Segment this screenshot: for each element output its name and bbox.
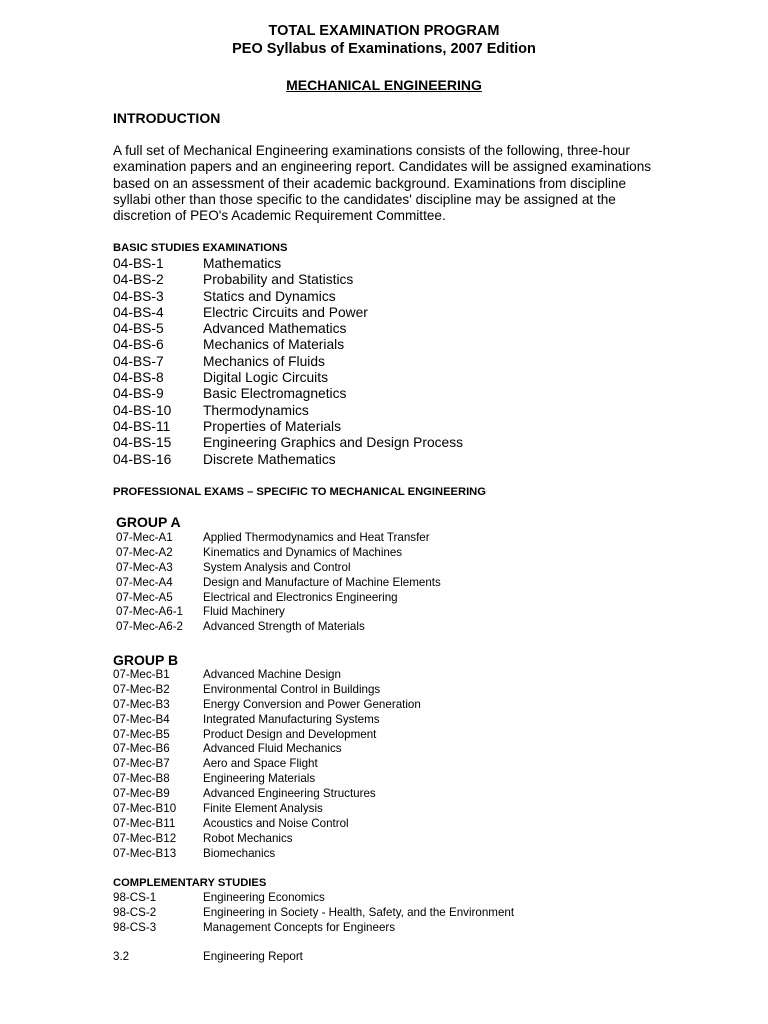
complementary-studies-heading: COMPLEMENTARY STUDIES [113,877,267,889]
group-b-item [113,787,613,802]
complementary-studies-item [113,891,633,906]
basic-studies-item [113,337,613,353]
exam-code: 07-Mec-A6-2 [116,620,184,634]
discipline-heading-text: MECHANICAL ENGINEERING [286,77,482,93]
exam-name: Properties of Materials [203,418,342,434]
complementary-studies-item [113,906,633,921]
exam-code: 04-BS-4 [113,304,164,320]
exam-name: Engineering Materials [203,772,316,786]
exam-code: 04-BS-2 [113,272,164,288]
exam-name: Advanced Fluid Mechanics [203,742,342,756]
exam-code: 04-BS-16 [113,451,172,467]
exam-name: Engineering in Society - Health, Safety, and the Environment [203,905,515,919]
exam-name: Digital Logic Circuits [203,370,328,386]
complementary-studies-list [113,891,633,936]
group-a-item [116,561,616,576]
group-b-item [113,817,613,832]
basic-studies-item [113,435,613,451]
basic-studies-item [113,289,613,305]
exam-name: Kinematics and Dynamics of Machines [203,545,403,559]
exam-name: Energy Conversion and Power Generation [203,697,421,711]
group-b-item [113,683,613,698]
basic-studies-item [113,452,613,468]
group-a-item [116,531,616,546]
exam-name: Mechanics of Materials [203,337,345,353]
exam-name: Basic Electromagnetics [203,386,347,402]
exam-code: 07-Mec-A5 [116,590,173,604]
exam-code: 04-BS-9 [113,386,164,402]
exam-code: 07-Mec-B7 [113,757,170,771]
discipline-heading [0,77,768,93]
complementary-studies-item [113,921,633,936]
basic-studies-item [113,354,613,370]
exam-name: Aero and Space Flight [203,757,318,771]
exam-code: 07-Mec-A1 [116,531,173,544]
exam-code: 07-Mec-B5 [113,727,170,741]
exam-name: Finite Element Analysis [203,802,323,816]
exam-name: Advanced Engineering Structures [203,787,376,801]
exam-name: Electrical and Electronics Engineering [203,590,398,604]
exam-code: 98-CS-1 [113,891,157,904]
exam-name: System Analysis and Control [203,560,351,574]
exam-code: 04-BS-7 [113,353,164,369]
exam-code: 07-Mec-B11 [113,816,176,830]
group-b-list [113,668,613,862]
exam-code: 04-BS-11 [113,418,171,434]
exam-code: 07-Mec-B8 [113,772,170,786]
exam-code: 04-BS-3 [113,288,164,304]
exam-code: 07-Mec-A2 [116,545,173,559]
exam-code: 04-BS-1 [113,256,164,271]
group-b-item [113,832,613,847]
group-b-item [113,847,613,862]
group-a-item [116,591,616,606]
exam-code: 04-BS-6 [113,337,164,353]
group-a-item [116,576,616,591]
exam-code: 04-BS-15 [113,435,172,451]
exam-name: Mechanics of Fluids [203,353,325,369]
basic-studies-item [113,386,613,402]
exam-code: 07-Mec-B12 [113,831,177,845]
exam-name: Biomechanics [203,846,276,860]
exam-code: 04-BS-5 [113,321,164,337]
exam-code: 07-Mec-B4 [113,712,170,726]
exam-code: 07-Mec-A6-1 [116,605,184,619]
introduction-heading: INTRODUCTION [113,110,221,126]
group-a-item [116,620,616,635]
exam-code: 98-CS-2 [113,905,157,919]
report-code: 3.2 [113,950,130,963]
basic-studies-list [113,256,613,468]
basic-studies-item [113,370,613,386]
group-b-item [113,757,613,772]
exam-code: 98-CS-3 [113,920,157,934]
exam-name: Environmental Control in Buildings [203,682,381,696]
group-a-item [116,546,616,561]
exam-name: Electric Circuits and Power [203,304,368,320]
exam-name: Statics and Dynamics [203,288,336,304]
exam-name: Integrated Manufacturing Systems [203,712,380,726]
group-b-item [113,802,613,817]
group-b-item [113,698,613,713]
exam-code: 07-Mec-A4 [116,575,173,589]
exam-code: 07-Mec-B3 [113,697,170,711]
basic-studies-heading: BASIC STUDIES EXAMINATIONS [113,242,288,254]
exam-name: Advanced Machine Design [203,668,341,681]
group-b-item [113,772,613,787]
exam-name: Fluid Machinery [203,605,285,619]
exam-name: Design and Manufacture of Machine Elements [203,575,441,589]
professional-exams-heading: PROFESSIONAL EXAMS – SPECIFIC TO MECHANICAL ENGINEERING [113,486,486,498]
exam-name: Probability and Statistics [203,272,354,288]
basic-studies-item [113,403,613,419]
introduction-paragraph: A full set of Mechanical Engineering examinations consists of the following, three-hour examination papers and an engineering report. Candidates will be assigned examinations based on an assessment of their academic background. Examinations from discipline syllabi other than those specific to the candidates' discipline may be assigned at the discretion of PEO's Academic Requirement Committee. [113,143,652,224]
basic-studies-item [113,321,613,337]
exam-code: 07-Mec-B9 [113,787,170,801]
group-a-list [116,531,616,635]
exam-code: 04-BS-8 [113,370,164,386]
document-subtitle: PEO Syllabus of Examinations, 2007 Edition [232,41,536,57]
group-b-item [113,728,613,743]
document-title: TOTAL EXAMINATION PROGRAM [268,23,500,39]
group-b-item [113,742,613,757]
exam-name: Advanced Strength of Materials [203,620,365,634]
engineering-report-row [113,950,303,963]
exam-code: 07-Mec-B13 [113,846,177,860]
exam-code: 07-Mec-B2 [113,682,170,696]
basic-studies-item [113,272,613,288]
exam-name: Thermodynamics [203,402,309,418]
group-b-heading: GROUP B [113,652,179,668]
basic-studies-item [113,305,613,321]
group-b-item [113,668,613,683]
exam-code: 07-Mec-B1 [113,668,170,681]
exam-name: Product Design and Development [203,727,377,741]
report-name: Engineering Report [203,950,303,963]
exam-name: Engineering Graphics and Design Process [203,435,463,451]
exam-name: Engineering Economics [203,891,325,904]
basic-studies-item [113,256,613,272]
exam-name: Robot Mechanics [203,831,293,845]
exam-name: Mathematics [203,256,282,271]
exam-code: 07-Mec-B10 [113,802,177,816]
exam-name: Management Concepts for Engineers [203,920,396,934]
exam-name: Discrete Mathematics [203,451,336,467]
exam-code: 04-BS-10 [113,402,172,418]
group-a-item [116,605,616,620]
exam-name: Acoustics and Noise Control [203,816,349,830]
exam-name: Advanced Mathematics [203,321,347,337]
group-a-heading: GROUP A [116,514,181,530]
exam-code: 07-Mec-B6 [113,742,170,756]
exam-name: Applied Thermodynamics and Heat Transfer [203,531,430,544]
exam-code: 07-Mec-A3 [116,560,173,574]
group-b-item [113,713,613,728]
basic-studies-item [113,419,613,435]
